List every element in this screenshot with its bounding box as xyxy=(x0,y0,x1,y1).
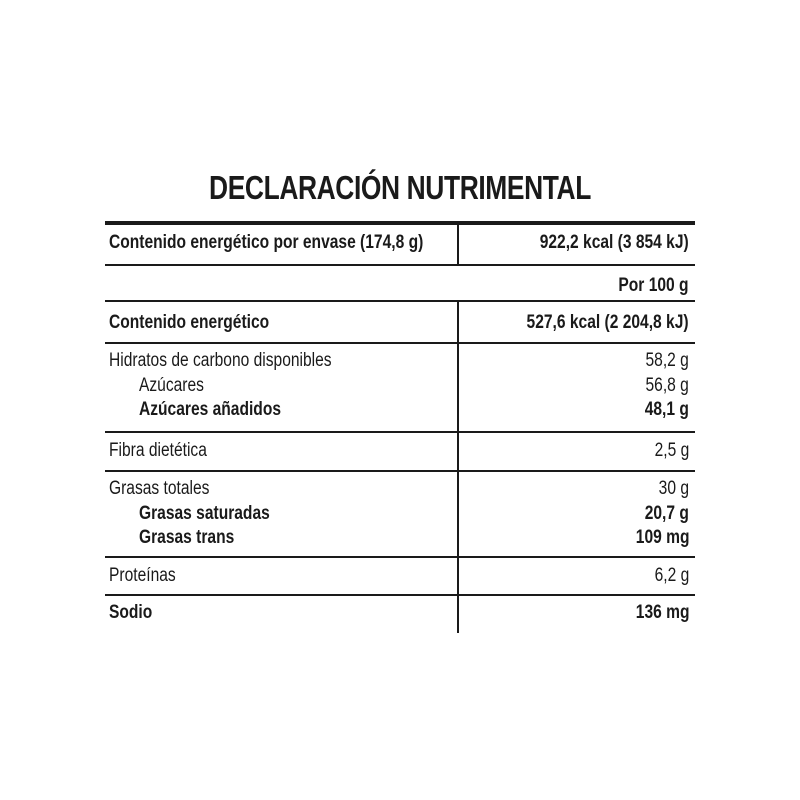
divider xyxy=(105,470,695,472)
sugars-value: 56,8 g xyxy=(645,375,689,396)
divider xyxy=(105,264,695,266)
energy-value: 527,6 kcal (2 204,8 kJ) xyxy=(527,312,689,333)
fiber-value: 2,5 g xyxy=(654,440,689,461)
added-sugars-value: 48,1 g xyxy=(644,399,689,420)
sugars-label: Azúcares xyxy=(139,375,204,396)
divider xyxy=(105,300,695,302)
sodium-label: Sodio xyxy=(109,602,153,623)
per-100g-header: Por 100 g xyxy=(618,275,689,296)
saturated-fat-label: Grasas saturadas xyxy=(139,503,270,524)
column-divider xyxy=(457,300,459,633)
per-package-value: 922,2 kcal (3 854 kJ) xyxy=(540,232,689,253)
total-fat-value: 30 g xyxy=(658,478,689,499)
divider xyxy=(105,431,695,433)
fiber-label: Fibra dietética xyxy=(109,440,207,461)
added-sugars-label: Azúcares añadidos xyxy=(139,399,282,420)
divider xyxy=(105,594,695,596)
column-divider xyxy=(457,221,459,266)
energy-label: Contenido energético xyxy=(109,312,270,333)
trans-fat-value: 109 mg xyxy=(635,527,689,548)
per-package-label: Contenido energético por envase (174,8 g) xyxy=(109,232,424,253)
total-fat-label: Grasas totales xyxy=(109,478,210,499)
divider xyxy=(105,342,695,344)
top-border xyxy=(105,221,695,225)
saturated-fat-value: 20,7 g xyxy=(644,503,689,524)
protein-label: Proteínas xyxy=(109,565,176,586)
carbs-value: 58,2 g xyxy=(645,350,689,371)
carbs-label: Hidratos de carbono disponibles xyxy=(109,350,332,371)
table-title: DECLARACIÓN NUTRIMENTAL xyxy=(209,169,591,206)
protein-value: 6,2 g xyxy=(654,565,689,586)
divider xyxy=(105,556,695,558)
trans-fat-label: Grasas trans xyxy=(139,527,235,548)
sodium-value: 136 mg xyxy=(635,602,689,623)
